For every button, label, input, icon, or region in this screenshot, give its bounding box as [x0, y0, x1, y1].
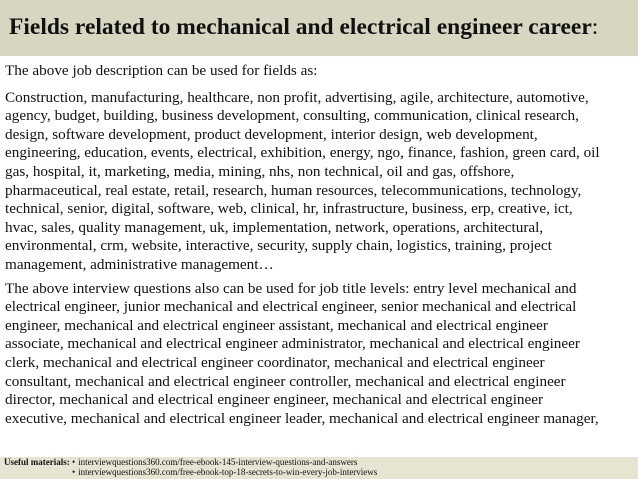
footer-bar — [0, 457, 638, 479]
footer-link-item — [72, 457, 377, 467]
footer-link-ebook-145[interactable]: interviewquestions360.com/free-ebook-145-interview-questions-and-answers — [78, 457, 358, 467]
slide-title-text: Fields related to mechanical and electrical engineer career — [9, 14, 592, 40]
slide-title-colon: : — [591, 14, 599, 40]
slide-body — [5, 62, 635, 457]
footer-label: Useful materials: — [4, 457, 70, 467]
title-bar — [0, 0, 638, 56]
footer-link-item — [72, 467, 377, 477]
footer-links — [72, 457, 377, 477]
slide-title — [9, 12, 598, 42]
intro-text: The above job description can be used for fields as: — [5, 62, 318, 79]
job-levels-paragraph: The above interview questions also can be used for job title levels: entry level mechanical and electrical engineer, junior mechanical and electrical engineer, senior mechanical and electrical engineer, mechanical and electrical engineer assistant, mechanical and electrical engineer associate, mechanical and electrical engineer administrator, mechanical and electrical engineer clerk, mechanical and electrical engineer coordinator, mechanical and electrical engineer consultant, mechanical and electrical engineer controller, mechanical and electrical engineer director, mechanical and electrical engineer engineer, mechanical and electrical engineer executive, mechanical and electrical engineer leader, mechanical and electrical engineer manager, — [5, 279, 599, 427]
fields-paragraph: Construction, manufacturing, healthcare, non profit, advertising, agile, architecture, automotive, agency, budget, building, business development, consulting, communication, clinical research, design, software development, product development, interior design, web development, engineering, education, events, electrical, exhibition, energy, ngo, finance, fashion, green card, oil gas, hospital, it, marketing, media, mining, nhs, non technical, oil and gas, offshore, pharmaceutical, real estate, retail, research, human resources, telecommunications, technology, technical, senior, digital, software, web, clinical, hr, infrastructure, business, erp, creative, ict, hvac, sales, quality management, uk, implementation, network, operations, architectural, environmental, crm, website, interactive, security, supply chain, logistics, training, project management, administrative management… — [5, 88, 600, 273]
footer-link-ebook-top-18[interactable]: interviewquestions360.com/free-ebook-top-18-secrets-to-win-every-job-interviews — [78, 467, 378, 477]
bullet-icon: • — [72, 457, 76, 467]
bullet-icon: • — [72, 467, 76, 477]
